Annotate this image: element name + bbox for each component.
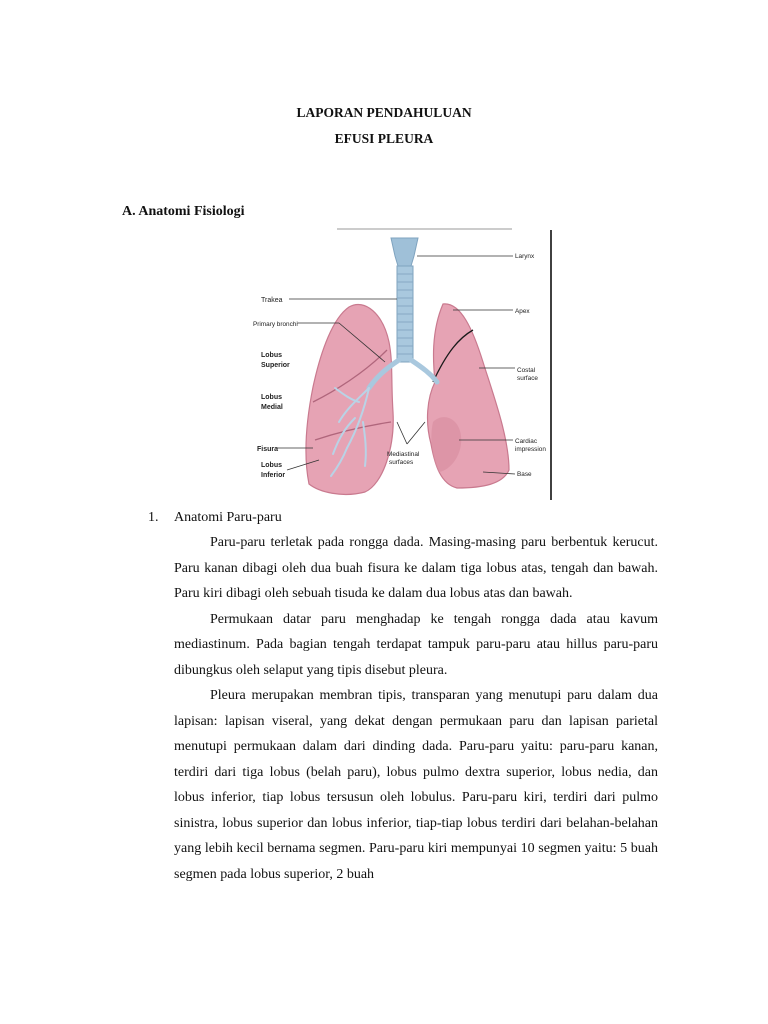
label-trakea: Trakea xyxy=(261,297,283,304)
label-fisura: Fisura xyxy=(257,446,279,453)
list-item-number: 1. xyxy=(148,510,159,525)
list-item-title: Anatomi Paru-paru xyxy=(174,510,282,525)
section-heading: A. Anatomi Fisiologi xyxy=(122,204,245,219)
label-base: Base xyxy=(517,471,532,478)
label-apex: Apex xyxy=(515,308,530,315)
paragraph: Paru-paru terletak pada rongga dada. Masing-masing paru berbentuk kerucut. Paru kanan dibagi oleh dua buah fisura ke dalam tiga lobus atas, tengah dan bawah. Paru kiri dibagi oleh sebuah tisuda ke dalam dua lobus atas dan bawah. xyxy=(174,535,658,601)
label-lobus-inferior-2: Inferior xyxy=(261,472,286,479)
doc-subtitle: EFUSI PLEURA xyxy=(334,131,434,146)
lung-anatomy-figure xyxy=(247,222,557,504)
label-lobus-medial-1: Lobus xyxy=(261,394,282,401)
label-cardiac-2: impression xyxy=(515,446,546,453)
label-lobus-inferior-1: Lobus xyxy=(261,462,282,469)
paragraph: Pleura merupakan membran tipis, transparan yang menutupi paru dalam dua lapisan: lapisan viseral, yang dekat dengan permukaan paru dan lapisan parietal menutupi permukaan dalam dari dinding dada. Paru-paru yaitu: paru-paru kanan, terdiri dari tiga lobus (belah paru), lobus pulmo dextra superior, lobus nedia, dan lobus inferior, tiap lobus tersusun oleh lobulus. Paru-paru kiri, terdiri dari pulmo sinistra, lobus superior dan lobus inferior, tiap-tiap lobus terdiri dari belahan-belahan yang lebih kecil bernama segmen. Paru-paru kiri mempunyai 10 segmen yaitu: 5 buah segmen pada lobus superior, 2 buah xyxy=(174,688,658,882)
label-mediastinal-1: Mediastinal xyxy=(387,451,420,458)
label-costal-1: Costal xyxy=(517,367,536,374)
paragraph: Permukaan datar paru menghadap ke tengah rongga dada atau kavum mediastinum. Pada bagian tengah terdapat tampuk paru-paru atau hillus paru-paru dibungkus oleh selaput yang tipis disebut pleura. xyxy=(174,611,658,678)
label-lobus-medial-2: Medial xyxy=(261,404,283,411)
label-cardiac-1: Cardiac xyxy=(515,438,538,445)
label-costal-2: surface xyxy=(517,375,538,382)
label-primary-bronchi: Primary bronchi xyxy=(253,321,298,328)
label-lobus-superior-1: Lobus xyxy=(261,352,282,359)
larynx-shape xyxy=(391,238,418,266)
label-larynx: Larynx xyxy=(515,253,535,260)
label-mediastinal-2: surfaces xyxy=(389,459,414,466)
label-lobus-superior-2: Superior xyxy=(261,362,290,369)
body-text xyxy=(174,530,658,887)
doc-title: LAPORAN PENDAHULUAN xyxy=(296,105,472,120)
lung-diagram xyxy=(247,222,557,504)
